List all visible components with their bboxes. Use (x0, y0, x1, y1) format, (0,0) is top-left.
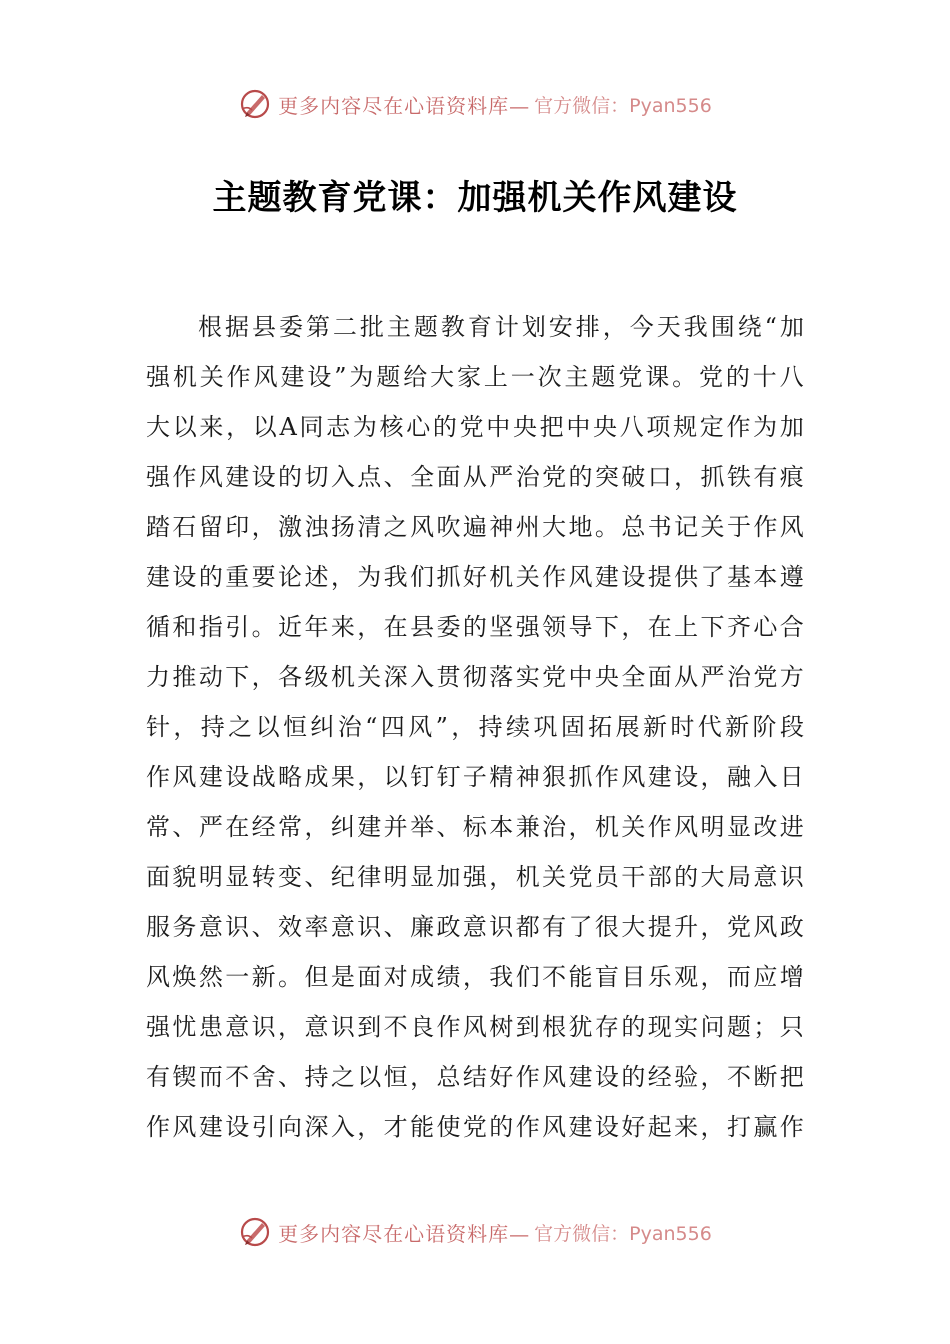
paragraph-line: 强 忧 患 意 识 ， 意 识 到 不 良 作 风 树 到 根 犹 存 的 现 实 问 题 ； 只 (146, 1013, 804, 1041)
pen-logo-icon (238, 87, 272, 121)
watermark-text: 更多内容尽在心语资料库— (278, 93, 531, 118)
paragraph-line: 循 和 指 引 。 近 年 来 ， 在 县 委 的 坚 强 领 导 下 ， 在 上 下 齐 心 合 (146, 613, 804, 641)
paragraph-line: 强 作 风 建 设 的 切 入 点 、 全 面 从 严 治 党 的 突 破 口 ， 抓 铁 有 痕 (146, 463, 804, 491)
paragraph-line: 有 锲 而 不 舍 、 持 之 以 恒 ， 总 结 好 作 风 建 设 的 经 验 ， 不 断 把 (146, 1063, 804, 1091)
footer-watermark (0, 1212, 950, 1252)
paragraph-line: 服 务 意 识 、 效 率 意 识 、 廉 政 意 识 都 有 了 很 大 提 升 ， 党 风 政 (146, 913, 804, 941)
watermark-contact: 官方微信：Pyan556 (534, 94, 712, 117)
paragraph-line: 风 焕 然 一 新 。 但 是 面 对 成 绩 ， 我 们 不 能 盲 目 乐 观 ， 而 应 增 (146, 963, 804, 991)
paragraph-line: 力 推 动 下 ， 各 级 机 关 深 入 贯 彻 落 实 党 中 央 全 面 从 严 治 党 方 (146, 663, 804, 691)
paragraph-line: 大 以 来 ， 以 A 同 志 为 核 心 的 党 中 央 把 中 央 八 项 规 定 作 为 加 (146, 413, 804, 441)
paragraph-line: 针 ， 持 之 以 恒 纠 治 “ 四 风 ” ， 持 续 巩 固 拓 展 新 时 代 新 阶 段 (146, 713, 804, 741)
document-body (146, 302, 804, 1152)
paragraph-line: 常 、 严 在 经 常 ， 纠 建 并 举 、 标 本 兼 治 ， 机 关 作 风 明 显 改 进 (146, 813, 804, 841)
pen-logo-icon (238, 1215, 272, 1249)
watermark-text: 更多内容尽在心语资料库— (278, 1221, 531, 1246)
paragraph-line: 作 风 建 设 战 略 成 果 ， 以 钉 钉 子 精 神 狠 抓 作 风 建 设 ， 融 入 日 (146, 763, 804, 791)
watermark-contact: 官方微信：Pyan556 (534, 1222, 712, 1245)
paragraph-line: 面 貌 明 显 转 变 、 纪 律 明 显 加 强 ， 机 关 党 员 干 部 的 大 局 意 识 (146, 863, 804, 891)
paragraph-line: 强 机 关 作 风 建 设 ” 为 题 给 大 家 上 一 次 主 题 党 课 。 党 的 十 八 (146, 363, 804, 391)
header-watermark (0, 84, 950, 124)
paragraph-line: 建 设 的 重 要 论 述 ， 为 我 们 抓 好 机 关 作 风 建 设 提 供 了 基 本 遵 (146, 563, 804, 591)
document-title: 主题教育党课：加强机关作风建设 (212, 178, 738, 218)
paragraph-line: 踏 石 留 印 ， 激 浊 扬 清 之 风 吹 遍 神 州 大 地 。 总 书 记 关 于 作 风 (146, 513, 804, 541)
paragraph-line: 作 风 建 设 引 向 深 入 ， 才 能 使 党 的 作 风 建 设 好 起 来 ， 打 赢 作 (146, 1113, 804, 1141)
paragraph-line: 根 据 县 委 第 二 批 主 题 教 育 计 划 安 排 ， 今 天 我 围 绕 “ 加 (198, 313, 804, 341)
